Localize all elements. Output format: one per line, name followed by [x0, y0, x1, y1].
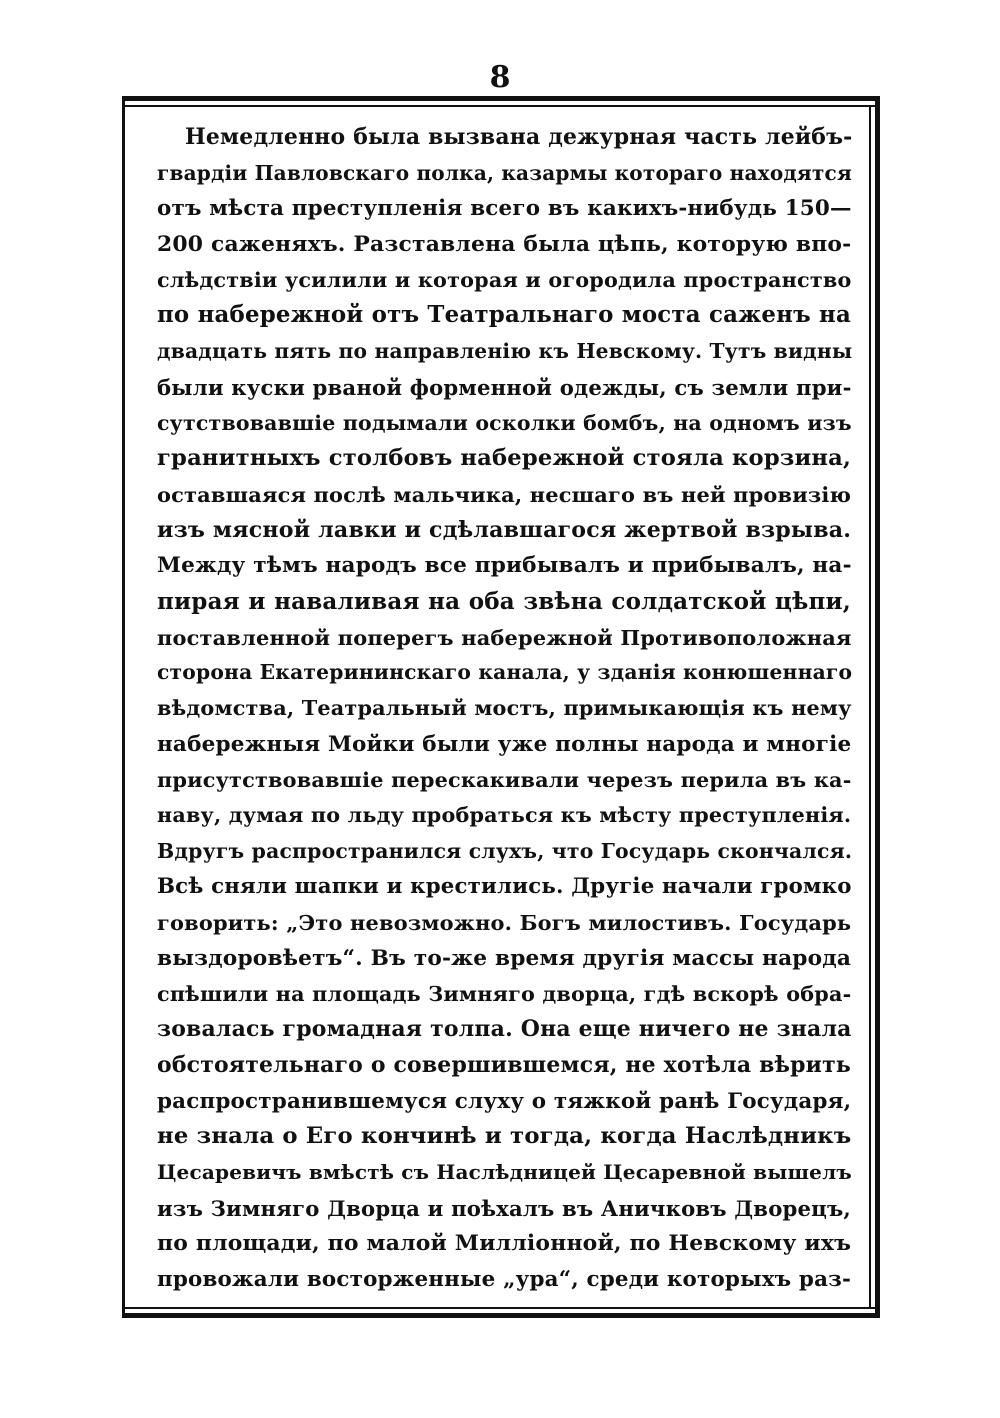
border-top-thin [122, 105, 880, 107]
text-line: спѣшили на площадь Зимняго дворца, гдѣ вскорѣ обра- [157, 981, 852, 1006]
text-line: говорить: „Это невозможно. Богъ милостивъ. Государь [157, 910, 852, 936]
text-line: Между тѣмъ народъ все прибывалъ и прибывалъ, на- [157, 553, 852, 579]
text-line: Цесаревичъ вмѣстѣ съ Наслѣдницей Цесаревной вышелъ [157, 1159, 852, 1184]
border-right-thin [869, 105, 871, 1309]
text-line: наву, думая по льду пробраться къ мѣсту преступленія. [157, 803, 852, 828]
border-top-thick [122, 96, 880, 101]
text-line: не знала о Его кончинѣ и тогда, когда Наслѣдникъ [157, 1123, 852, 1150]
text-line: были куски рваной форменной одежды, съ земли при- [157, 374, 852, 400]
border-bottom-thin [122, 1307, 880, 1309]
text-line: сутствовавшіе подымали осколки бомбъ, на одномъ изъ [157, 410, 852, 435]
text-line: 200 саженяхъ. Разставлена была цѣпь, которую впо- [157, 231, 852, 258]
text-line: гранитныхъ столбовъ набережной стояла корзина, [157, 445, 852, 472]
text-line: выздоровѣетъ“. Въ то-же время другія массы народа [157, 945, 852, 971]
border-right-thick [875, 96, 880, 1318]
border-bottom-thick [122, 1313, 880, 1318]
text-line: зовалась громадная толпа. Она еще ничего не знала [157, 1016, 852, 1043]
text-line: двадцать пять по направленію къ Невскому. Тутъ видны [157, 339, 853, 364]
text-line: слѣдствіи усилили и которая и огородила пространство [157, 267, 852, 292]
text-line: провожали восторженные „ура“, среди которыхъ раз- [157, 1267, 852, 1292]
page-number: 8 [489, 60, 511, 95]
text-line: по набережной отъ Театральнаго моста саженъ на [157, 302, 851, 329]
text-line: оставшаяся послѣ мальчика, несшаго въ ней провизію [157, 481, 852, 507]
text-line: изъ Зимняго Дворца и поѣхалъ въ Аничковъ Дворецъ, [157, 1195, 851, 1221]
text-line: обстоятельнаго о совершившемся, не хотѣла вѣрить [157, 1051, 851, 1078]
text-line: присутствовавшіе перескакивали черезъ перила въ ка- [157, 767, 852, 793]
text-line: сторона Екатерининскаго канала, у зданія конюшеннаго [157, 660, 853, 685]
text-line: гвардіи Павловскаго полка, казармы котораго находятся [157, 160, 852, 185]
text-line: Немедленно была вызвана дежурная часть лейбъ- [185, 124, 853, 150]
body-text [157, 120, 851, 1298]
text-line: поставленной поперегъ набережной Противоположная [157, 624, 852, 650]
text-line: отъ мѣста преступленія всего въ какихъ-нибудь 150— [157, 196, 852, 222]
text-line: Вдругъ распространился слухъ, что Государь скончался. [157, 838, 853, 863]
text-line: вѣдомства, Театральный мостъ, примыкающія къ нему [157, 696, 852, 720]
text-line: Всѣ сняли шапки и крестились. Другіе начали громко [157, 874, 852, 900]
text-line: изъ мясной лавки и сдѣлавшагося жертвой взрыва. [157, 516, 852, 543]
text-line: набережныя Мойки были уже полны народа и многіе [157, 731, 852, 757]
text-line: по площади, по малой Милліонной, по Невскому ихъ [157, 1230, 852, 1257]
text-line: пирая и наваливая на оба звѣна солдатской цѣпи, [157, 587, 851, 615]
text-line: распространившемуся слуху о тяжкой ранѣ Государя, [157, 1088, 852, 1114]
border-left [122, 96, 125, 1318]
